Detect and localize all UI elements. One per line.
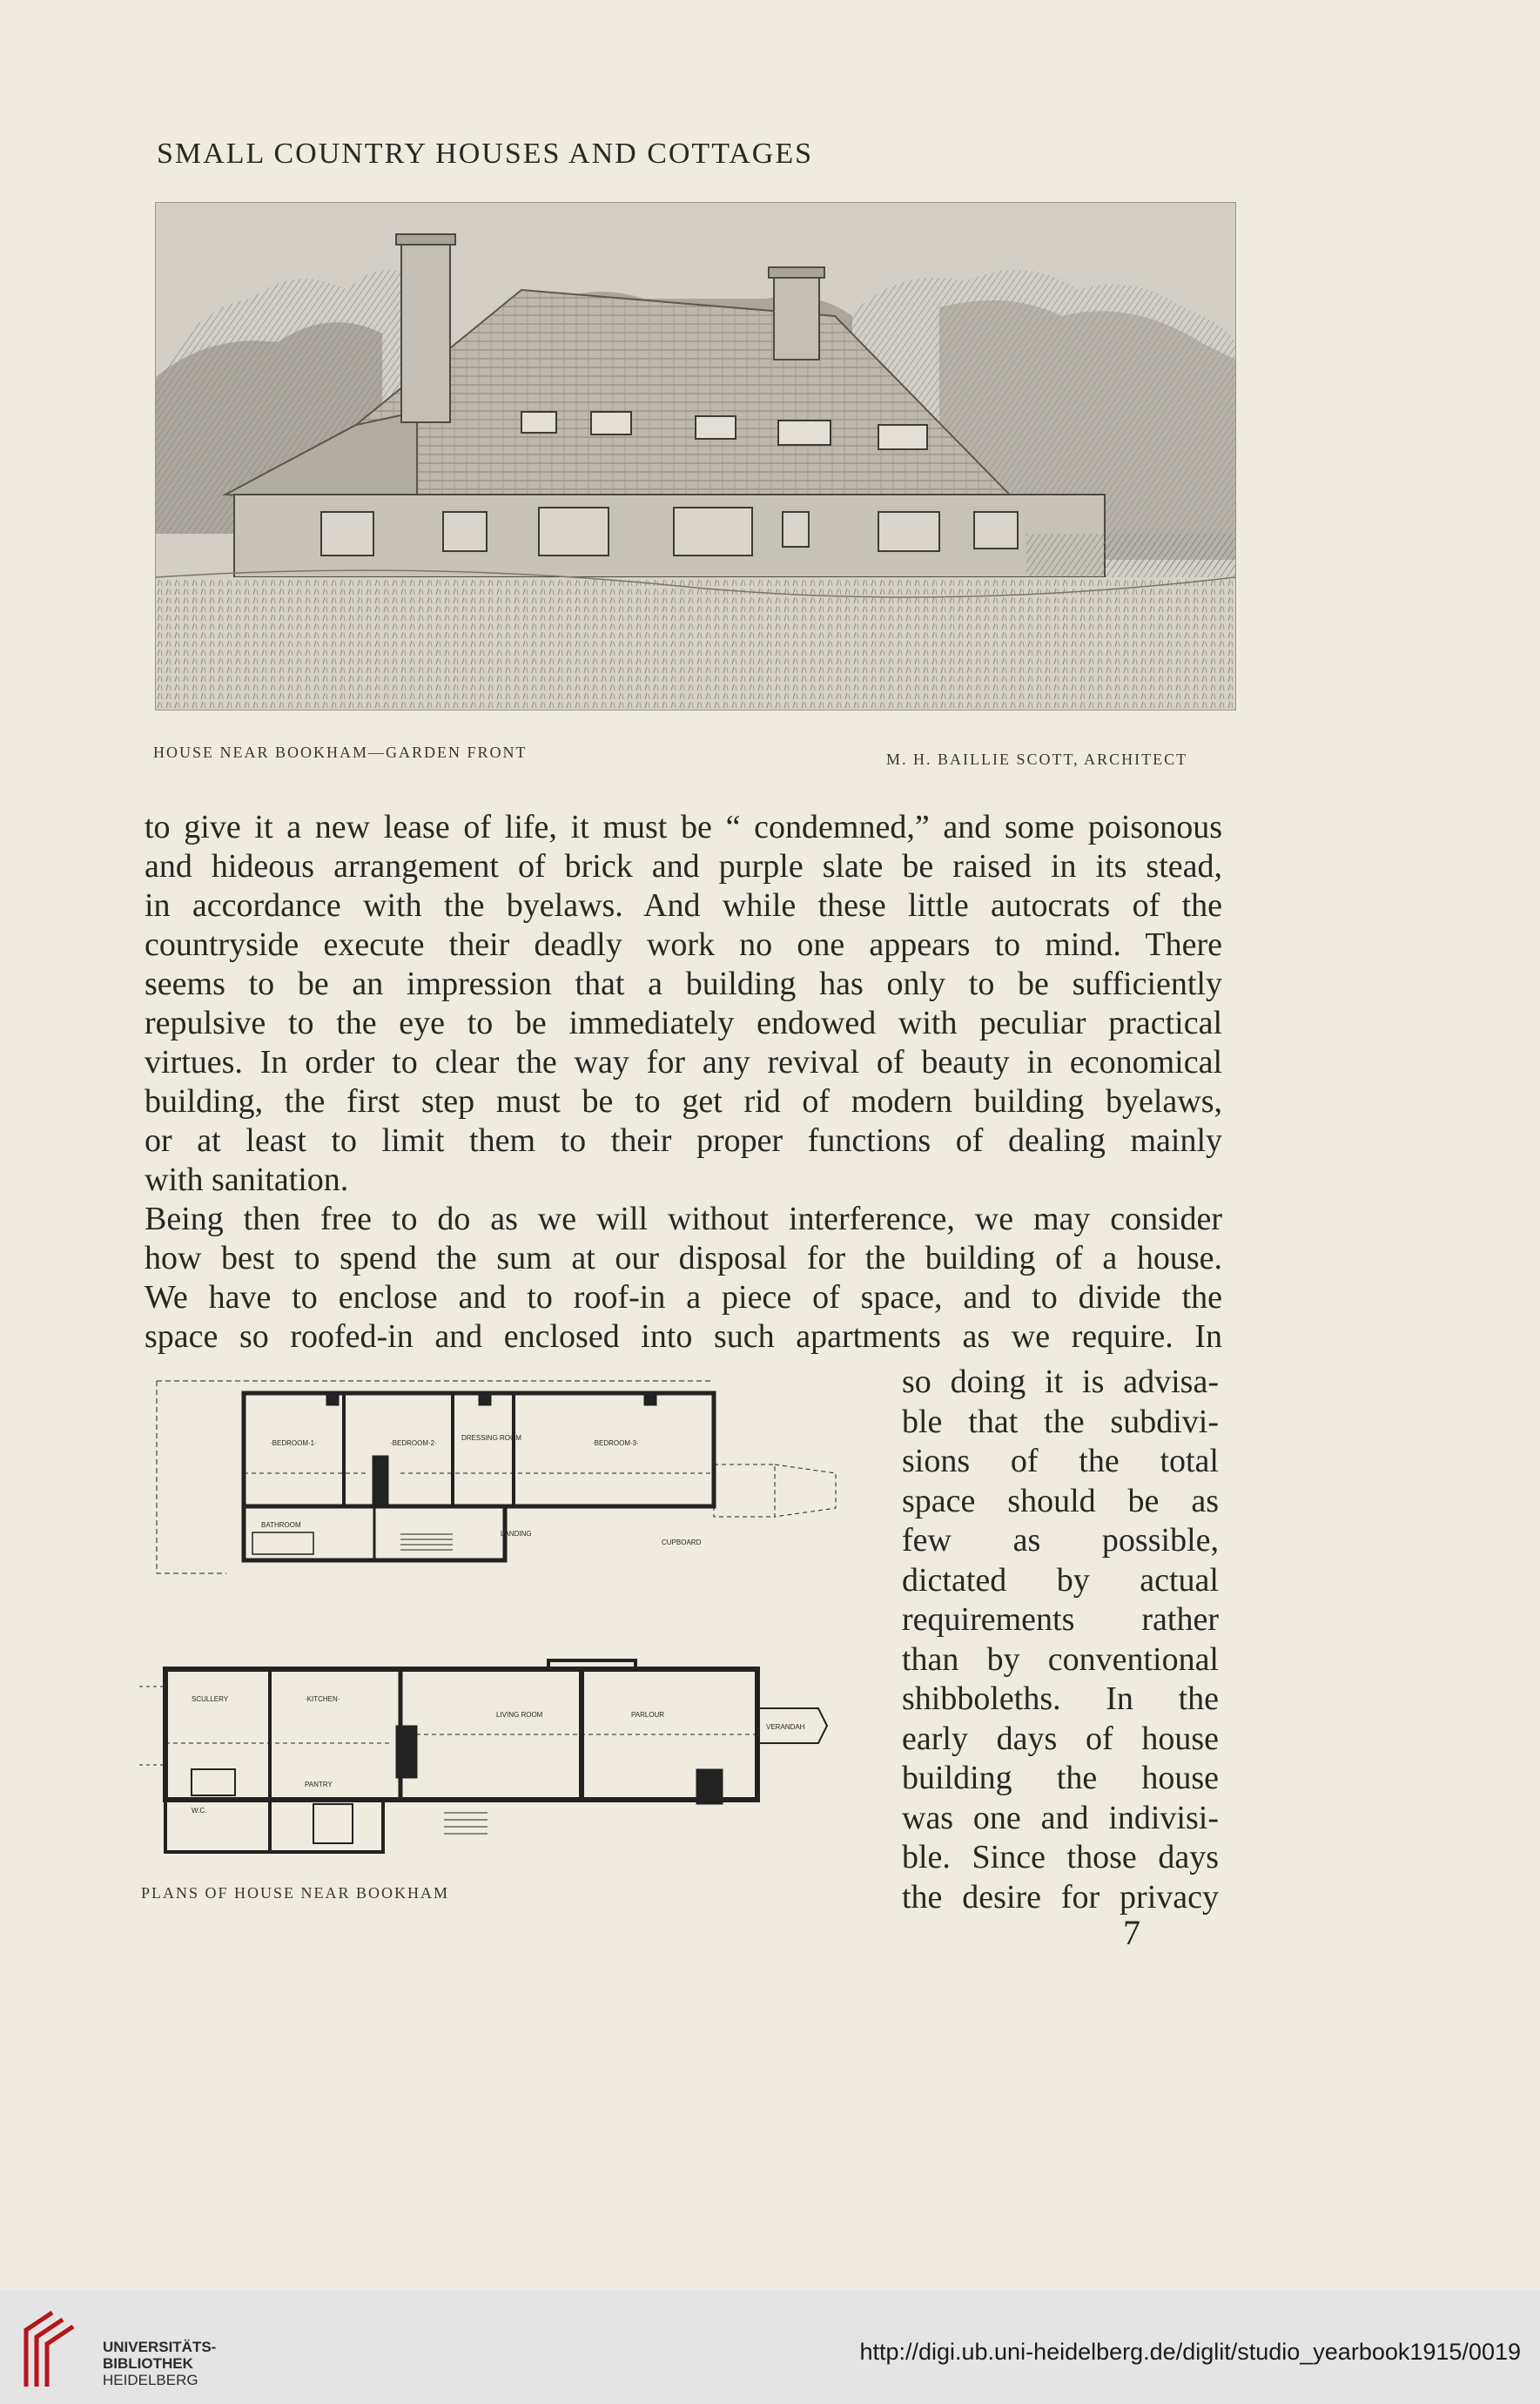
library-name-line: UNIVERSITÄTS- (103, 2339, 217, 2355)
text-line: few as possible, (902, 1522, 1219, 1559)
text-line: the desire for privacy (902, 1878, 1219, 1916)
text-line: was one and indivisi- (902, 1799, 1219, 1836)
plan-label: PARLOUR (631, 1711, 665, 1719)
plan-label: SCULLERY (192, 1695, 229, 1703)
footer-bar (0, 2290, 1540, 2404)
upper-floor-plan (157, 1381, 836, 1573)
text-line: building, the first step must be to get rid of modern building byelaws, (145, 1083, 1222, 1120)
text-line: requirements rather (902, 1601, 1219, 1638)
text-line: to give it a new lease of life, it must be “ condemned,” and some poisonous (145, 809, 1222, 845)
text-line: shibboleths. In the (902, 1680, 1219, 1717)
text-line: repulsive to the eye to be immediately endowed with peculiar practical (145, 1005, 1222, 1041)
library-logo-icon (17, 2304, 87, 2391)
body-text (145, 808, 1222, 1357)
plan-label: ·KITCHEN· (305, 1695, 340, 1703)
plan-label: BATHROOM (261, 1521, 301, 1529)
text-line: building the house (902, 1760, 1219, 1796)
text-line: early days of house (902, 1720, 1219, 1757)
plan-label: ·BEDROOM·2· (390, 1439, 437, 1447)
page-number: 7 (1123, 1913, 1140, 1952)
library-logo[interactable] (17, 2304, 217, 2391)
source-url-link[interactable]: http://digi.ub.uni-heidelberg.de/diglit/studio_yearbook1915/0019 (859, 2339, 1521, 2365)
text-line: ble that the subdivi- (902, 1403, 1219, 1440)
plan-label: DRESSING ROOM (461, 1434, 521, 1442)
library-name-line: HEIDELBERG (103, 2372, 198, 2388)
text-line: and hideous arrangement of brick and purple slate be raised in its stead, (145, 848, 1222, 885)
plan-label: CUPBOARD (662, 1539, 702, 1546)
text-line: so doing it is advisa- (902, 1364, 1219, 1400)
plan-label: PANTRY (305, 1781, 333, 1788)
side-column-text (902, 1363, 1219, 1917)
plan-label: W.C. (192, 1807, 207, 1815)
running-title: SMALL COUNTRY HOUSES AND COTTAGES (157, 138, 814, 170)
text-line: in accordance with the byelaws. And while these little autocrats of the (145, 887, 1222, 924)
ground-floor-plan (139, 1660, 827, 1852)
text-line: sions of the total (902, 1443, 1219, 1479)
illustration-caption: HOUSE NEAR BOOKHAM—GARDEN FRONT (153, 744, 528, 761)
library-name-line: BIBLIOTHEK (103, 2355, 193, 2372)
plan-label: LIVING ROOM (496, 1711, 543, 1719)
text-line: or at least to limit them to their proper functions of dealing mainly (145, 1122, 1222, 1159)
text-line: ble. Since those days (902, 1839, 1219, 1875)
text-line: space so roofed-in and enclosed into such apartments as we require. In (145, 1318, 1222, 1355)
house-illustration (155, 202, 1236, 710)
plans-caption: PLANS OF HOUSE NEAR BOOKHAM (141, 1884, 450, 1902)
text-line: Being then free to do as we will without interference, we may consider (145, 1201, 1222, 1237)
text-line: dictated by actual (902, 1561, 1219, 1599)
library-name (103, 2339, 216, 2388)
architect-credit: M. H. BAILLIE SCOTT, ARCHITECT (886, 751, 1188, 768)
text-line: seems to be an impression that a building has only to be sufficiently (145, 966, 1222, 1002)
floor-plans-svg (139, 1377, 879, 1882)
text-line: than by conventional (902, 1640, 1219, 1678)
text-line: We have to enclose and to roof-in a piece of space, and to divide the (145, 1279, 1222, 1316)
text-line: countryside execute their deadly work no one appears to mind. There (145, 926, 1222, 963)
text-line: with sanitation. (145, 1162, 349, 1198)
plan-label: ·BEDROOM·3· (592, 1439, 639, 1447)
plan-label: LANDING (501, 1530, 532, 1538)
plan-label: ·BEDROOM·1· (270, 1439, 317, 1447)
text-line: virtues. In order to clear the way for any revival of beauty in economical (145, 1044, 1222, 1081)
text-line: how best to spend the sum at our disposal for the building of a house. (145, 1240, 1222, 1276)
floor-plans (139, 1377, 879, 1882)
text-line: space should be as (902, 1482, 1219, 1519)
plan-label: VERANDAH (766, 1723, 805, 1731)
house-sketch-svg (156, 203, 1235, 710)
